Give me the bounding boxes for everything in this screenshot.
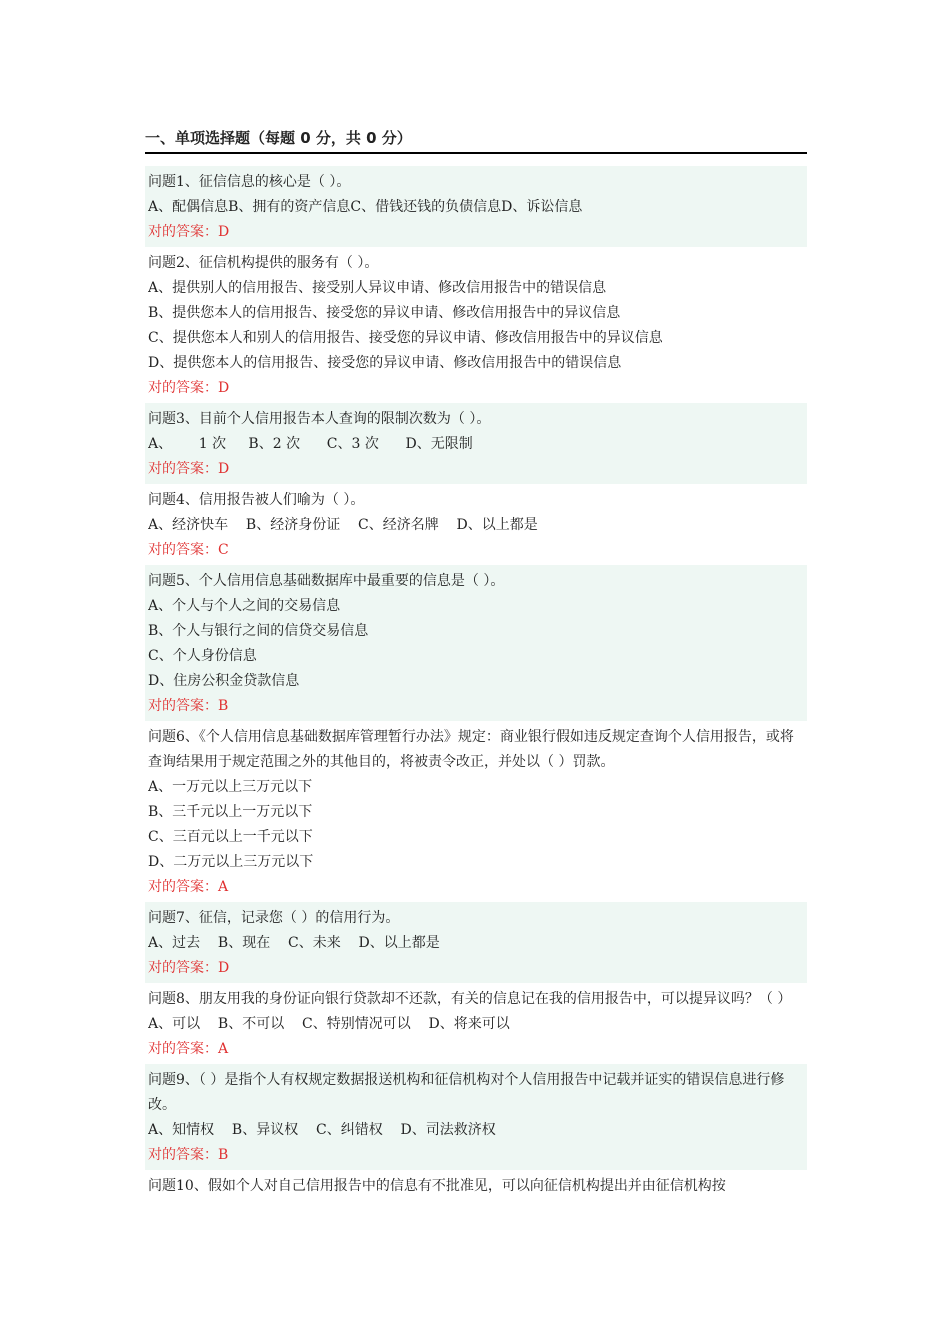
- question-text: 问题9、（ ）是指个人有权规定数据报送机构和征信机构对个人信用报告中记载并证实的错误信息进行修改。: [148, 1072, 785, 1113]
- answer-label: 对的答案：: [148, 542, 218, 558]
- answer-line: [148, 376, 804, 401]
- question-10: [145, 1170, 807, 1201]
- question-option: D、提供您本人的信用报告、接受您的异议申请、修改信用报告中的错误信息: [148, 355, 622, 371]
- answer-value: A: [218, 879, 229, 895]
- answer-label: 对的答案：: [148, 698, 218, 714]
- question-text: 问题7、征信，记录您（ ）的信用行为。: [148, 910, 400, 926]
- question-1: [145, 166, 807, 247]
- question-4: [145, 484, 807, 565]
- question-option: B、提供您本人的信用报告、接受您的异议申请、修改信用报告中的异议信息: [148, 305, 621, 321]
- answer-value: D: [218, 224, 230, 240]
- answer-line: [148, 1037, 804, 1062]
- question-option: A、过去 B、现在 C、未来 D、以上都是: [148, 935, 440, 951]
- question-6: [145, 721, 807, 902]
- answer-line: [148, 457, 804, 482]
- question-8: [145, 983, 807, 1064]
- question-option: C、提供您本人和别人的信用报告、接受您的异议申请、修改信用报告中的异议信息: [148, 330, 663, 346]
- question-option: C、三百元以上一千元以下: [148, 829, 313, 845]
- question-option: A、经济快车 B、经济身份证 C、经济名牌 D、以上都是: [148, 517, 538, 533]
- answer-label: 对的答案：: [148, 879, 218, 895]
- document-page: [145, 126, 807, 1201]
- question-text: 问题4、信用报告被人们喻为（ ）。: [148, 492, 365, 508]
- answer-value: D: [218, 380, 230, 396]
- question-option: A、一万元以上三万元以下: [148, 779, 313, 795]
- answer-value: B: [218, 698, 229, 714]
- question-option: B、个人与银行之间的信贷交易信息: [148, 623, 369, 639]
- question-option: A、配偶信息B、拥有的资产信息C、借钱还钱的负债信息D、诉讼信息: [148, 199, 583, 215]
- answer-label: 对的答案：: [148, 461, 218, 477]
- answer-value: D: [218, 960, 230, 976]
- answer-line: [148, 1143, 804, 1168]
- question-option: A、知情权 B、异议权 C、纠错权 D、司法救济权: [148, 1122, 496, 1138]
- question-option: C、个人身份信息: [148, 648, 257, 664]
- question-9: [145, 1064, 807, 1170]
- question-text: 问题2、征信机构提供的服务有（ ）。: [148, 255, 379, 271]
- answer-line: [148, 538, 804, 563]
- answer-line: [148, 875, 804, 900]
- section-title: 一、单项选择题（每题 0 分，共 0 分）: [145, 126, 807, 154]
- answer-line: [148, 956, 804, 981]
- answer-line: [148, 694, 804, 719]
- question-option: A、提供别人的信用报告、接受别人异议申请、修改信用报告中的错误信息: [148, 280, 607, 296]
- question-option: D、住房公积金贷款信息: [148, 673, 300, 689]
- answer-label: 对的答案：: [148, 1147, 218, 1163]
- answer-value: A: [218, 1041, 229, 1057]
- question-option: A、 1 次 B、2 次 C、3 次 D、无限制: [148, 436, 473, 452]
- answer-label: 对的答案：: [148, 1041, 218, 1057]
- question-text: 问题6、《个人信用信息基础数据库管理暂行办法》规定：商业银行假如违反规定查询个人信用报告，或将查询结果用于规定范围之外的其他目的，将被责令改正，并处以（ ）罚款。: [148, 729, 794, 770]
- answer-value: B: [218, 1147, 229, 1163]
- answer-value: D: [218, 461, 230, 477]
- question-2: [145, 247, 807, 403]
- question-option: A、可以 B、不可以 C、特别情况可以 D、将来可以: [148, 1016, 510, 1032]
- question-option: A、个人与个人之间的交易信息: [148, 598, 341, 614]
- question-text: 问题5、个人信用信息基础数据库中最重要的信息是（ ）。: [148, 573, 505, 589]
- question-option: B、三千元以上一万元以下: [148, 804, 313, 820]
- answer-line: [148, 220, 804, 245]
- answer-label: 对的答案：: [148, 380, 218, 396]
- question-text: 问题10、假如个人对自己信用报告中的信息有不批准见，可以向征信机构提出并由征信机构按: [148, 1178, 726, 1194]
- question-5: [145, 565, 807, 721]
- question-option: D、二万元以上三万元以下: [148, 854, 314, 870]
- question-text: 问题3、目前个人信用报告本人查询的限制次数为（ ）。: [148, 411, 491, 427]
- question-7: [145, 902, 807, 983]
- question-3: [145, 403, 807, 484]
- answer-label: 对的答案：: [148, 224, 218, 240]
- question-text: 问题8、朋友用我的身份证向银行贷款却不还款，有关的信息记在我的信用报告中，可以提异议吗？（ ）: [148, 991, 792, 1007]
- question-text: 问题1、征信信息的核心是（ ）。: [148, 174, 351, 190]
- answer-value: C: [218, 542, 229, 558]
- answer-label: 对的答案：: [148, 960, 218, 976]
